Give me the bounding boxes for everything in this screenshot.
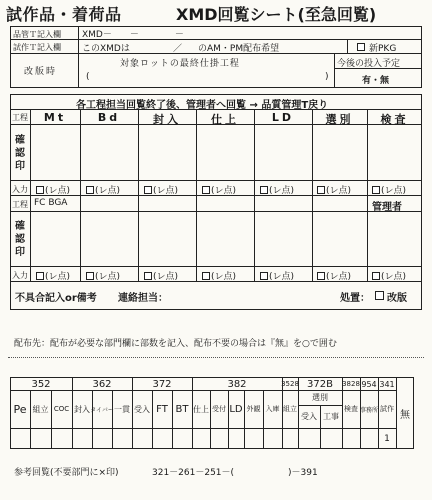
dept-visual: 外観: [246, 405, 261, 413]
entry-item: (レ点): [326, 272, 352, 282]
confirm-stamp-label-2: 確認印: [15, 221, 25, 258]
manager-label: 管理者: [372, 202, 402, 213]
entry-check-bd[interactable]: [86, 183, 120, 196]
dept-code: 372B: [307, 378, 333, 390]
stage-inspection: 検査: [380, 113, 409, 126]
quality-team-label: 品管Ｔ記入欄: [13, 30, 61, 39]
checkbox-icon[interactable]: [202, 272, 210, 280]
future-plan-value[interactable]: 有・無: [362, 76, 390, 86]
reference-number: 321－261－251－( )－391: [152, 468, 318, 478]
distribution-note: 配布先：配布が必要な部門欄に部数を記入、配布不要の場合は『無』を○で囲む: [14, 339, 337, 349]
dept-code: 954: [361, 379, 377, 389]
dept-code: 341: [379, 379, 395, 389]
dept-select-work: 工事: [323, 412, 339, 421]
future-plan-header: 今後の投入予定: [337, 59, 401, 69]
separator-line: [8, 357, 424, 358]
entry-item: (レ点): [45, 186, 71, 196]
checkbox-icon[interactable]: [260, 272, 268, 280]
table-divider: [10, 109, 422, 110]
dept-assembly: 組立: [32, 404, 49, 414]
checkbox-icon[interactable]: [202, 186, 210, 194]
entry-item: (レ点): [269, 186, 295, 196]
dept-warehouse: 入庫: [265, 405, 280, 413]
dept-select-group: 選別: [312, 393, 328, 402]
xmd-number-field[interactable]: XMD－ － －: [82, 30, 184, 40]
table-divider: [10, 266, 422, 267]
fc-bga-label: FC BGA: [34, 198, 68, 208]
entry2-check-5[interactable]: [260, 269, 294, 282]
revision-label: 改版時: [24, 67, 58, 77]
entry-check-select[interactable]: [317, 183, 351, 196]
checkbox-icon[interactable]: [317, 272, 325, 280]
table-divider: [10, 211, 422, 212]
dept-none[interactable]: 無: [400, 409, 410, 421]
stage-ld: LD: [271, 111, 295, 124]
entry-item: (レ点): [211, 272, 237, 282]
checkbox-icon[interactable]: [144, 272, 152, 280]
dept-encap: 封入: [74, 404, 90, 414]
dept-receiving: 受入: [134, 404, 150, 414]
entry-item: (レ点): [381, 272, 407, 282]
count-trial[interactable]: 1: [384, 433, 390, 444]
top-form-divider: [347, 39, 348, 53]
dept-code: 352: [31, 378, 51, 390]
dept-code: 3528: [281, 380, 299, 388]
checkbox-icon[interactable]: [144, 186, 152, 194]
stage-encapsulation: 封入: [153, 113, 181, 126]
revision-check-label: 改版: [387, 293, 407, 304]
date-slash: ／: [173, 44, 183, 54]
entry-check-inspect[interactable]: [372, 183, 406, 196]
entry2-check-7[interactable]: [372, 269, 406, 282]
dept-assembly-2: 組立: [283, 405, 297, 413]
dept-bt: BT: [175, 403, 189, 415]
entry-check-ld[interactable]: [260, 183, 294, 196]
reference-circulation-label: 参考回覧(不要部門に×印): [14, 468, 119, 478]
dept-divider: [10, 428, 396, 429]
dept-code: 372: [152, 378, 172, 390]
circulation-banner: 各工程担当回覧終了後、管理者へ回覧 → 品質管理T戻り: [76, 100, 329, 111]
checkbox-icon[interactable]: [317, 186, 325, 194]
checkbox-icon[interactable]: [260, 186, 268, 194]
entry-check-finish[interactable]: [202, 183, 236, 196]
dept-select-receive: 受入: [301, 412, 317, 421]
dept-pe: Pe: [13, 402, 27, 416]
entry-check-encap[interactable]: [144, 183, 178, 196]
defect-notes-label: 不具合記入or備考: [15, 293, 97, 304]
checkbox-icon[interactable]: [372, 272, 380, 280]
entry-check-mt[interactable]: [36, 183, 70, 196]
stage-bd: Bd: [97, 111, 121, 124]
process-label: 工程: [12, 113, 28, 122]
entry-label: 入力: [12, 185, 28, 194]
process-label-2: 工程: [12, 200, 28, 209]
distribution-wish-text: のAM・PM配布希望: [198, 44, 280, 54]
dept-code: 3828: [342, 380, 360, 388]
new-pkg-label: 新PKG: [369, 44, 397, 54]
entry-item: (レ点): [153, 272, 179, 282]
checkbox-icon[interactable]: [372, 186, 380, 194]
entry-item: (レ点): [211, 186, 237, 196]
entry-item: (レ点): [95, 272, 121, 282]
top-form-divider: [10, 39, 422, 40]
checkbox-icon[interactable]: [86, 186, 94, 194]
checkbox-icon[interactable]: [36, 186, 44, 194]
paren-open: (: [86, 72, 90, 82]
table-divider: [10, 180, 422, 181]
entry-item: (レ点): [153, 186, 179, 196]
entry2-check-6[interactable]: [317, 269, 351, 282]
entry2-check-1[interactable]: [36, 269, 70, 282]
checkbox-icon[interactable]: [36, 272, 44, 280]
dept-ld: LD: [229, 403, 243, 415]
dept-code: 362: [92, 378, 112, 390]
new-pkg-checkbox[interactable]: [357, 43, 365, 51]
dept-trial: 試作: [380, 405, 394, 413]
stage-finishing: 仕上: [211, 113, 239, 126]
last-process-header: 対象ロットの最終仕掛工程: [120, 59, 240, 69]
xmd-intro-text: このXMDは: [82, 44, 130, 54]
dept-tiebar: タイバー: [90, 406, 114, 414]
revision-checkbox[interactable]: [375, 291, 384, 300]
top-form-divider: [78, 26, 79, 88]
checkbox-icon[interactable]: [86, 272, 94, 280]
dept-ft: FT: [156, 403, 168, 415]
entry-item: (レ点): [45, 272, 71, 282]
stage-selection: 選別: [325, 113, 354, 126]
top-form-divider: [334, 53, 335, 88]
disposal-label: 処置：: [340, 293, 370, 304]
dept-inspection: 検査: [344, 405, 358, 413]
entry2-check-2[interactable]: [86, 269, 120, 282]
entry2-check-4[interactable]: [202, 269, 236, 282]
entry-item: (レ点): [381, 186, 407, 196]
dept-finishing: 仕上: [193, 404, 209, 414]
entry-label-2: 入力: [12, 271, 28, 280]
confirm-stamp-label: 確認印: [15, 135, 25, 172]
paren-close: ): [325, 72, 329, 82]
entry-item: (レ点): [269, 272, 295, 282]
entry-item: (レ点): [95, 186, 121, 196]
dept-coc: COC: [53, 405, 70, 413]
entry2-check-3[interactable]: [144, 269, 178, 282]
dept-integrated: 一貫: [114, 404, 130, 414]
dept-code: 382: [227, 378, 247, 390]
contact-person-label: 連絡担当：: [118, 293, 168, 304]
entry-item: (レ点): [326, 186, 352, 196]
dept-office: 事務所: [360, 406, 379, 414]
sheet-subtitle: XMD回覧シート(至急回覧): [176, 5, 377, 24]
stage-mt: Mt: [43, 111, 67, 124]
sheet-title: 試作品・着荷品: [6, 5, 122, 24]
trial-team-label: 試作Ｔ記入欄: [13, 43, 61, 52]
dept-reception: 受付: [212, 405, 226, 413]
